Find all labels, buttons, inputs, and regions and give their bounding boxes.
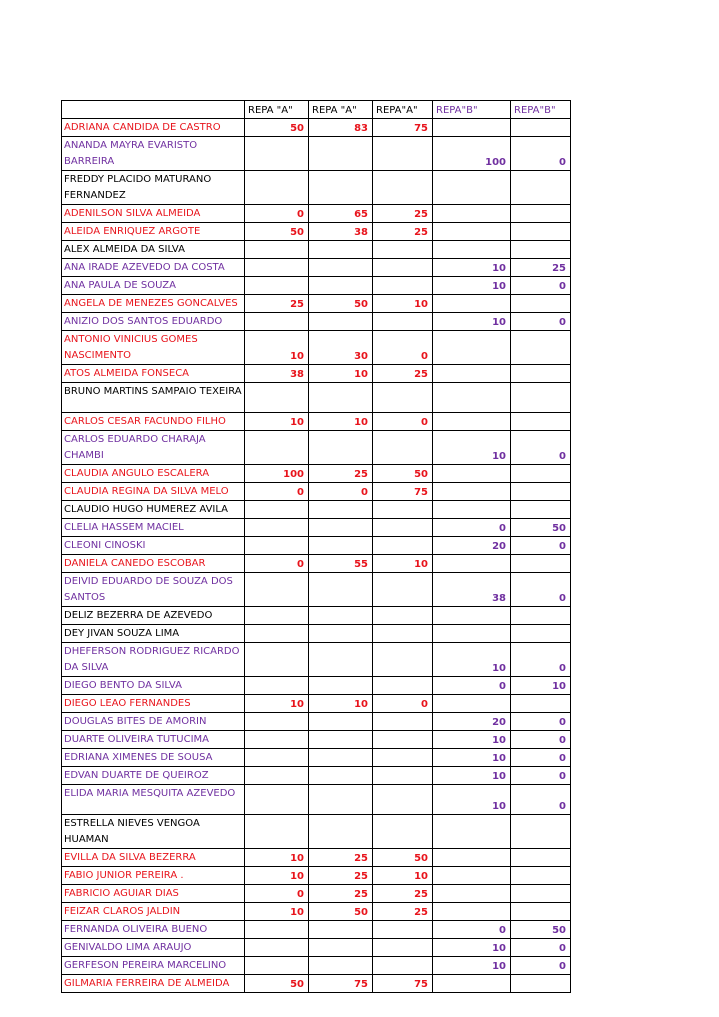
score-repa-a-2: 38 — [309, 223, 373, 241]
score-repa-b-2: 0 — [511, 749, 571, 767]
score-repa-a-2 — [309, 537, 373, 555]
student-name: CLELIA HASSEM MACIEL — [62, 519, 245, 537]
score-repa-b-1 — [433, 483, 511, 501]
score-repa-b-2 — [511, 867, 571, 885]
score-repa-a-3 — [373, 677, 433, 695]
score-repa-a-2 — [309, 767, 373, 785]
score-repa-a-1: 0 — [245, 205, 309, 223]
header-repa-b-1: REPA"B" — [433, 101, 511, 119]
score-repa-b-1: 0 — [433, 519, 511, 537]
score-repa-a-1: 38 — [245, 365, 309, 383]
score-repa-a-2 — [309, 625, 373, 643]
score-repa-a-1 — [245, 625, 309, 643]
score-repa-a-1 — [245, 573, 309, 607]
score-repa-a-1: 10 — [245, 413, 309, 431]
score-repa-b-1 — [433, 885, 511, 903]
score-repa-b-2 — [511, 331, 571, 365]
score-repa-a-2: 10 — [309, 695, 373, 713]
student-name: FERNANDA OLIVEIRA BUENO — [62, 921, 245, 939]
score-repa-b-1 — [433, 295, 511, 313]
score-repa-a-2: 25 — [309, 867, 373, 885]
score-repa-a-3 — [373, 537, 433, 555]
score-repa-a-1 — [245, 607, 309, 625]
student-name: CLEONI CINOSKI — [62, 537, 245, 555]
score-repa-b-1: 0 — [433, 921, 511, 939]
score-repa-b-2 — [511, 849, 571, 867]
student-name: ANTONIO VINICIUS GOMES NASCIMENTO — [62, 331, 245, 365]
student-name: EDVAN DUARTE DE QUEIROZ — [62, 767, 245, 785]
student-name: ANGELA DE MENEZES GONCALVES — [62, 295, 245, 313]
score-repa-a-3 — [373, 137, 433, 171]
score-repa-b-1: 20 — [433, 537, 511, 555]
score-repa-a-2: 25 — [309, 849, 373, 867]
score-repa-a-3 — [373, 713, 433, 731]
table-row — [62, 277, 571, 295]
student-name: DOUGLAS BITES DE AMORIN — [62, 713, 245, 731]
score-repa-a-3 — [373, 767, 433, 785]
score-repa-a-1 — [245, 241, 309, 259]
score-repa-a-1 — [245, 713, 309, 731]
score-repa-b-2 — [511, 501, 571, 519]
score-repa-a-2 — [309, 241, 373, 259]
score-repa-b-1 — [433, 365, 511, 383]
score-repa-b-1: 100 — [433, 137, 511, 171]
score-repa-a-1 — [245, 767, 309, 785]
score-repa-b-1 — [433, 383, 511, 413]
table-row — [62, 171, 571, 205]
score-repa-a-2 — [309, 643, 373, 677]
table-row — [62, 483, 571, 501]
score-repa-a-3 — [373, 939, 433, 957]
score-repa-b-2 — [511, 625, 571, 643]
score-repa-a-1 — [245, 785, 309, 815]
score-repa-a-3 — [373, 259, 433, 277]
table-row — [62, 921, 571, 939]
score-repa-b-1 — [433, 975, 511, 993]
student-name: CLAUDIO HUGO HUMEREZ AVILA — [62, 501, 245, 519]
score-repa-b-1: 10 — [433, 259, 511, 277]
score-repa-a-2 — [309, 383, 373, 413]
student-name: ELIDA MARIA MESQUITA AZEVEDO — [62, 785, 245, 815]
score-repa-a-2 — [309, 277, 373, 295]
student-name: DIEGO BENTO DA SILVA — [62, 677, 245, 695]
score-repa-a-2 — [309, 573, 373, 607]
score-repa-a-1: 0 — [245, 555, 309, 573]
score-repa-b-1: 10 — [433, 313, 511, 331]
score-repa-a-2: 10 — [309, 365, 373, 383]
student-name: FEIZAR CLAROS JALDIN — [62, 903, 245, 921]
grades-table-body — [62, 101, 571, 993]
score-repa-b-1: 10 — [433, 643, 511, 677]
table-row — [62, 331, 571, 365]
student-name: DUARTE OLIVEIRA TUTUCIMA — [62, 731, 245, 749]
score-repa-b-2: 0 — [511, 731, 571, 749]
table-row — [62, 223, 571, 241]
score-repa-a-1: 50 — [245, 119, 309, 137]
score-repa-b-1 — [433, 625, 511, 643]
score-repa-a-3 — [373, 313, 433, 331]
score-repa-b-1 — [433, 119, 511, 137]
score-repa-a-2 — [309, 731, 373, 749]
student-name: FREDDY PLACIDO MATURANO FERNANDEZ — [62, 171, 245, 205]
score-repa-b-1: 10 — [433, 939, 511, 957]
score-repa-a-3 — [373, 383, 433, 413]
table-row — [62, 957, 571, 975]
score-repa-a-3: 10 — [373, 555, 433, 573]
table-row — [62, 867, 571, 885]
score-repa-a-1 — [245, 277, 309, 295]
score-repa-b-1: 10 — [433, 431, 511, 465]
student-name: CLAUDIA REGINA DA SILVA MELO — [62, 483, 245, 501]
score-repa-b-2 — [511, 413, 571, 431]
score-repa-a-1: 10 — [245, 867, 309, 885]
table-row — [62, 713, 571, 731]
score-repa-a-1 — [245, 643, 309, 677]
table-row — [62, 815, 571, 849]
student-name: DEY JIVAN SOUZA LIMA — [62, 625, 245, 643]
score-repa-a-3: 0 — [373, 695, 433, 713]
score-repa-a-1 — [245, 815, 309, 849]
score-repa-a-3 — [373, 731, 433, 749]
score-repa-b-2 — [511, 465, 571, 483]
student-name: BRUNO MARTINS SAMPAIO TEXEIRA — [62, 383, 245, 413]
student-name: ATOS ALMEIDA FONSECA — [62, 365, 245, 383]
score-repa-b-2 — [511, 555, 571, 573]
table-row — [62, 295, 571, 313]
score-repa-a-3 — [373, 785, 433, 815]
table-row — [62, 137, 571, 171]
score-repa-b-2: 50 — [511, 921, 571, 939]
student-name: EDRIANA XIMENES DE SOUSA — [62, 749, 245, 767]
student-name: GILMARIA FERREIRA DE ALMEIDA — [62, 975, 245, 993]
table-row — [62, 259, 571, 277]
table-row — [62, 785, 571, 815]
score-repa-a-2: 25 — [309, 465, 373, 483]
score-repa-a-1 — [245, 137, 309, 171]
table-row — [62, 643, 571, 677]
student-name: DEIVID EDUARDO DE SOUZA DOS SANTOS — [62, 573, 245, 607]
table-row — [62, 849, 571, 867]
grades-table — [61, 100, 571, 993]
score-repa-a-1: 10 — [245, 849, 309, 867]
score-repa-a-3: 0 — [373, 413, 433, 431]
score-repa-a-2 — [309, 939, 373, 957]
score-repa-b-2 — [511, 885, 571, 903]
score-repa-b-2: 0 — [511, 313, 571, 331]
score-repa-a-2 — [309, 259, 373, 277]
score-repa-a-1: 10 — [245, 695, 309, 713]
score-repa-b-1 — [433, 815, 511, 849]
score-repa-a-3 — [373, 625, 433, 643]
table-row — [62, 939, 571, 957]
score-repa-b-1: 10 — [433, 767, 511, 785]
score-repa-b-1 — [433, 241, 511, 259]
table-row — [62, 431, 571, 465]
score-repa-a-1 — [245, 501, 309, 519]
student-name: GENIVALDO LIMA ARAUJO — [62, 939, 245, 957]
score-repa-a-2: 75 — [309, 975, 373, 993]
score-repa-a-3: 25 — [373, 365, 433, 383]
score-repa-b-2 — [511, 815, 571, 849]
score-repa-b-2 — [511, 171, 571, 205]
score-repa-a-2: 0 — [309, 483, 373, 501]
score-repa-a-3: 75 — [373, 975, 433, 993]
student-name: FABRICIO AGUIAR DIAS — [62, 885, 245, 903]
student-name: ANANDA MAYRA EVARISTO BARREIRA — [62, 137, 245, 171]
score-repa-a-1: 25 — [245, 295, 309, 313]
score-repa-b-2 — [511, 241, 571, 259]
score-repa-a-2 — [309, 607, 373, 625]
score-repa-b-1 — [433, 501, 511, 519]
score-repa-a-2 — [309, 921, 373, 939]
score-repa-a-3 — [373, 277, 433, 295]
table-row — [62, 749, 571, 767]
table-row — [62, 903, 571, 921]
score-repa-a-1 — [245, 957, 309, 975]
score-repa-a-3 — [373, 241, 433, 259]
header-repa-a-1: REPA "A" — [245, 101, 309, 119]
score-repa-b-2: 0 — [511, 767, 571, 785]
score-repa-b-1: 10 — [433, 277, 511, 295]
header-name — [62, 101, 245, 119]
table-row — [62, 573, 571, 607]
score-repa-b-2 — [511, 383, 571, 413]
score-repa-a-3 — [373, 431, 433, 465]
score-repa-a-2 — [309, 957, 373, 975]
score-repa-b-1: 38 — [433, 573, 511, 607]
table-row — [62, 465, 571, 483]
score-repa-a-2 — [309, 713, 373, 731]
table-row — [62, 767, 571, 785]
student-name: ESTRELLA NIEVES VENGOA HUAMAN — [62, 815, 245, 849]
score-repa-a-3: 25 — [373, 205, 433, 223]
score-repa-a-1 — [245, 383, 309, 413]
score-repa-a-2 — [309, 785, 373, 815]
score-repa-b-2: 10 — [511, 677, 571, 695]
table-row — [62, 607, 571, 625]
score-repa-a-1 — [245, 921, 309, 939]
student-name: ANA PAULA DE SOUZA — [62, 277, 245, 295]
score-repa-a-2 — [309, 501, 373, 519]
score-repa-a-2 — [309, 677, 373, 695]
table-row — [62, 695, 571, 713]
student-name: FABIO JUNIOR PEREIRA . — [62, 867, 245, 885]
score-repa-b-2: 0 — [511, 643, 571, 677]
score-repa-b-2: 0 — [511, 939, 571, 957]
score-repa-a-1: 0 — [245, 483, 309, 501]
score-repa-a-2 — [309, 313, 373, 331]
student-name: CARLOS CESAR FACUNDO FILHO — [62, 413, 245, 431]
student-name: GERFESON PEREIRA MARCELINO — [62, 957, 245, 975]
score-repa-b-1: 10 — [433, 785, 511, 815]
score-repa-a-3 — [373, 501, 433, 519]
score-repa-b-1 — [433, 465, 511, 483]
student-name: ALEX ALMEIDA DA SILVA — [62, 241, 245, 259]
score-repa-a-3: 25 — [373, 903, 433, 921]
table-row — [62, 537, 571, 555]
score-repa-b-2: 0 — [511, 957, 571, 975]
score-repa-a-2: 50 — [309, 295, 373, 313]
score-repa-a-3 — [373, 573, 433, 607]
score-repa-a-3: 10 — [373, 295, 433, 313]
score-repa-b-2 — [511, 607, 571, 625]
score-repa-a-3 — [373, 749, 433, 767]
score-repa-a-3 — [373, 815, 433, 849]
table-row — [62, 975, 571, 993]
score-repa-a-2: 55 — [309, 555, 373, 573]
score-repa-b-2: 25 — [511, 259, 571, 277]
score-repa-b-2 — [511, 695, 571, 713]
score-repa-a-2: 50 — [309, 903, 373, 921]
score-repa-a-1 — [245, 259, 309, 277]
score-repa-a-1 — [245, 749, 309, 767]
score-repa-b-2 — [511, 223, 571, 241]
table-row — [62, 313, 571, 331]
score-repa-a-2 — [309, 815, 373, 849]
score-repa-a-2 — [309, 431, 373, 465]
score-repa-b-1: 10 — [433, 731, 511, 749]
score-repa-a-3 — [373, 957, 433, 975]
student-name: CARLOS EDUARDO CHARAJA CHAMBI — [62, 431, 245, 465]
score-repa-b-2: 0 — [511, 785, 571, 815]
student-name: ADENILSON SILVA ALMEIDA — [62, 205, 245, 223]
score-repa-b-2 — [511, 295, 571, 313]
table-row — [62, 365, 571, 383]
student-name: DHEFERSON RODRIGUEZ RICARDO DA SILVA — [62, 643, 245, 677]
score-repa-a-1: 50 — [245, 223, 309, 241]
score-repa-a-1 — [245, 537, 309, 555]
score-repa-a-3: 0 — [373, 331, 433, 365]
score-repa-a-3: 50 — [373, 849, 433, 867]
table-row — [62, 555, 571, 573]
score-repa-b-2 — [511, 903, 571, 921]
score-repa-a-3 — [373, 171, 433, 205]
score-repa-b-1 — [433, 413, 511, 431]
score-repa-a-1 — [245, 431, 309, 465]
score-repa-b-1: 20 — [433, 713, 511, 731]
score-repa-a-2: 25 — [309, 885, 373, 903]
table-row — [62, 501, 571, 519]
score-repa-a-1: 10 — [245, 903, 309, 921]
table-row — [62, 677, 571, 695]
score-repa-b-1 — [433, 555, 511, 573]
score-repa-b-1: 10 — [433, 957, 511, 975]
score-repa-b-2: 0 — [511, 137, 571, 171]
score-repa-b-1 — [433, 607, 511, 625]
table-row — [62, 205, 571, 223]
score-repa-b-2: 0 — [511, 277, 571, 295]
student-name: DANIELA CANEDO ESCOBAR — [62, 555, 245, 573]
score-repa-a-3 — [373, 643, 433, 677]
score-repa-a-3: 10 — [373, 867, 433, 885]
score-repa-b-2: 0 — [511, 537, 571, 555]
score-repa-b-1 — [433, 849, 511, 867]
score-repa-a-2: 83 — [309, 119, 373, 137]
score-repa-a-1 — [245, 731, 309, 749]
score-repa-a-3: 25 — [373, 885, 433, 903]
student-name: DIEGO LEAO FERNANDES — [62, 695, 245, 713]
header-repa-a-3: REPA"A" — [373, 101, 433, 119]
score-repa-b-1 — [433, 223, 511, 241]
score-repa-b-1: 10 — [433, 749, 511, 767]
student-name: EVILLA DA SILVA BEZERRA — [62, 849, 245, 867]
score-repa-b-1 — [433, 205, 511, 223]
score-repa-a-2 — [309, 749, 373, 767]
header-row — [62, 101, 571, 119]
score-repa-b-1 — [433, 171, 511, 205]
score-repa-b-2: 50 — [511, 519, 571, 537]
score-repa-a-1: 50 — [245, 975, 309, 993]
score-repa-b-2 — [511, 119, 571, 137]
student-name: ANA IRADE AZEVEDO DA COSTA — [62, 259, 245, 277]
score-repa-b-2: 0 — [511, 713, 571, 731]
table-row — [62, 731, 571, 749]
student-name: ADRIANA CANDIDA DE CASTRO — [62, 119, 245, 137]
score-repa-b-1 — [433, 331, 511, 365]
student-name: ALEIDA ENRIQUEZ ARGOTE — [62, 223, 245, 241]
score-repa-a-2 — [309, 137, 373, 171]
table-row — [62, 625, 571, 643]
score-repa-a-1: 0 — [245, 885, 309, 903]
score-repa-a-1 — [245, 677, 309, 695]
score-repa-b-1: 0 — [433, 677, 511, 695]
score-repa-a-3: 75 — [373, 119, 433, 137]
table-row — [62, 119, 571, 137]
score-repa-b-1 — [433, 903, 511, 921]
score-repa-a-2: 10 — [309, 413, 373, 431]
header-repa-a-2: REPA "A" — [309, 101, 373, 119]
student-name: ANIZIO DOS SANTOS EDUARDO — [62, 313, 245, 331]
score-repa-a-3 — [373, 519, 433, 537]
score-repa-b-2 — [511, 975, 571, 993]
score-repa-a-1 — [245, 939, 309, 957]
score-repa-a-3: 25 — [373, 223, 433, 241]
score-repa-b-2 — [511, 365, 571, 383]
table-row — [62, 413, 571, 431]
score-repa-a-1 — [245, 519, 309, 537]
score-repa-a-1: 10 — [245, 331, 309, 365]
score-repa-a-2 — [309, 171, 373, 205]
score-repa-a-3 — [373, 607, 433, 625]
score-repa-a-3: 50 — [373, 465, 433, 483]
score-repa-a-1 — [245, 171, 309, 205]
table-row — [62, 885, 571, 903]
score-repa-b-2 — [511, 205, 571, 223]
student-name: DELIZ BEZERRA DE AZEVEDO — [62, 607, 245, 625]
score-repa-a-2: 30 — [309, 331, 373, 365]
student-name: CLAUDIA ANGULO ESCALERA — [62, 465, 245, 483]
score-repa-b-2: 0 — [511, 431, 571, 465]
table-row — [62, 519, 571, 537]
header-repa-b-2: REPA"B" — [511, 101, 571, 119]
score-repa-a-2 — [309, 519, 373, 537]
score-repa-a-3 — [373, 921, 433, 939]
score-repa-a-2: 65 — [309, 205, 373, 223]
score-repa-b-2: 0 — [511, 573, 571, 607]
score-repa-b-1 — [433, 867, 511, 885]
table-row — [62, 383, 571, 413]
score-repa-b-2 — [511, 483, 571, 501]
score-repa-a-1 — [245, 313, 309, 331]
table-row — [62, 241, 571, 259]
score-repa-a-3: 75 — [373, 483, 433, 501]
score-repa-a-1: 100 — [245, 465, 309, 483]
score-repa-b-1 — [433, 695, 511, 713]
